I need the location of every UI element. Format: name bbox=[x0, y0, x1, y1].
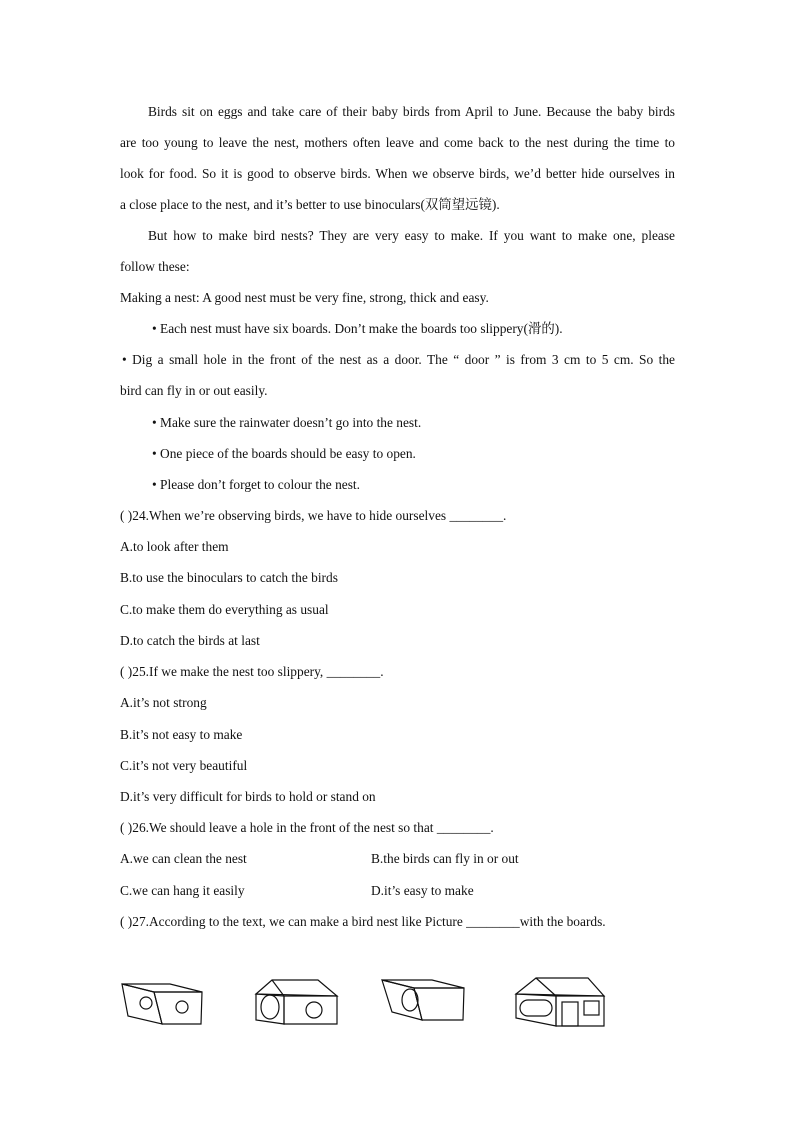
nest-c-top bbox=[382, 980, 464, 988]
option-a: A.it’s not strong bbox=[120, 695, 207, 710]
nest-b-front bbox=[284, 996, 337, 1024]
making-nest-heading: Making a nest: A good nest must be very fine, strong, thick and easy. bbox=[120, 290, 489, 305]
nest-c-front bbox=[414, 988, 464, 1020]
nest-d-door bbox=[562, 1002, 578, 1026]
bullet-item-continued: bird can fly in or out easily. bbox=[120, 383, 268, 398]
bullet-item: • Make sure the rainwater doesn’t go into the nest. bbox=[152, 415, 422, 430]
option-c: C.we can hang it easily bbox=[120, 883, 245, 898]
bullet-item: • One piece of the boards should be easy to open. bbox=[152, 446, 416, 461]
passage-line: follow these: bbox=[120, 259, 190, 274]
nest-a-front bbox=[154, 992, 202, 1024]
question-stem: ( )24.When we’re observing birds, we have to hide ourselves ________. bbox=[120, 508, 507, 523]
nest-d-side bbox=[516, 994, 556, 1026]
question-stem: ( )25.If we make the nest too slippery, ________. bbox=[120, 664, 384, 679]
passage-line: look for food. So it is good to observe birds. When we observe birds, we’d better hide ourselves in bbox=[120, 166, 675, 181]
bullet-item: • Dig a small hole in the front of the nest as a door. The “ door ” is from 3 cm to 5 cm. So the bbox=[122, 352, 675, 367]
option-d: D.to catch the birds at last bbox=[120, 633, 260, 648]
option-c: C.to make them do everything as usual bbox=[120, 602, 329, 617]
nest-picture-b bbox=[256, 980, 337, 1024]
nest-d-window-square bbox=[584, 1001, 599, 1015]
nest-picture-d bbox=[516, 978, 604, 1026]
nest-picture-a bbox=[122, 984, 202, 1024]
nest-b-roof bbox=[256, 980, 337, 996]
passage-line: a close place to the nest, and it’s better to use binoculars(双筒望远镜). bbox=[120, 197, 500, 212]
option-c: C.it’s not very beautiful bbox=[120, 758, 248, 773]
option-a: A.we can clean the nest bbox=[120, 851, 247, 866]
option-a: A.to look after them bbox=[120, 539, 229, 554]
bullet-item: • Please don’t forget to colour the nest. bbox=[152, 477, 360, 492]
nest-a-top bbox=[122, 984, 202, 992]
option-d: D.it’s easy to make bbox=[371, 883, 474, 898]
option-b: B.the birds can fly in or out bbox=[371, 851, 519, 866]
nest-pictures bbox=[110, 968, 630, 1038]
nest-d-window-rounded bbox=[520, 1000, 552, 1016]
passage-line: Birds sit on eggs and take care of their baby birds from April to June. Because the baby birds bbox=[148, 104, 675, 119]
nest-pictures-svg bbox=[110, 968, 630, 1038]
option-b: B.to use the binoculars to catch the birds bbox=[120, 570, 338, 585]
option-b: B.it’s not easy to make bbox=[120, 727, 243, 742]
nest-d-roof-ridge bbox=[536, 978, 556, 996]
nest-c-hole-oval bbox=[402, 989, 418, 1011]
nest-a-hole-front bbox=[176, 1001, 188, 1013]
nest-a-side bbox=[122, 984, 162, 1024]
nest-b-roof-ridge bbox=[272, 980, 284, 996]
passage-line: are too young to leave the nest, mothers often leave and come back to the nest during the time to bbox=[120, 135, 675, 150]
question-stem: ( )26.We should leave a hole in the front of the nest so that ________. bbox=[120, 820, 494, 835]
passage-line: But how to make bird nests? They are very easy to make. If you want to make one, please bbox=[148, 228, 675, 243]
nest-picture-c bbox=[382, 980, 464, 1020]
nest-b-hole-circle bbox=[306, 1002, 322, 1018]
option-d: D.it’s very difficult for birds to hold or stand on bbox=[120, 789, 376, 804]
nest-d-roof bbox=[516, 978, 604, 996]
nest-a-hole-side bbox=[140, 997, 152, 1009]
question-stem: ( )27.According to the text, we can make a bird nest like Picture ________with the boards. bbox=[120, 914, 606, 929]
bullet-item: • Each nest must have six boards. Don’t make the boards too slippery(滑的). bbox=[152, 321, 563, 336]
nest-b-hole-oval bbox=[261, 995, 279, 1019]
